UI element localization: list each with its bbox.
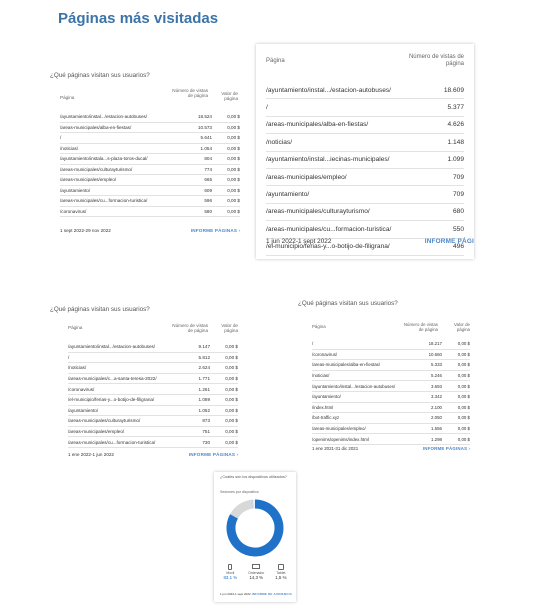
table-row[interactable] xyxy=(266,152,464,169)
col-header-value: Valor de página xyxy=(453,322,470,333)
device-pct: 83,1 % xyxy=(223,575,238,580)
table-row[interactable] xyxy=(312,413,470,424)
page-path[interactable]: /areas-municipales/alba-en-fiestas/ xyxy=(266,121,369,129)
page-value: 0,00 $ xyxy=(225,418,238,424)
page-path[interactable]: / xyxy=(312,341,314,347)
page-value: 0,00 $ xyxy=(457,394,470,400)
page-path[interactable]: /noticias/ xyxy=(60,145,79,151)
table-row[interactable] xyxy=(68,437,238,448)
page-path[interactable]: / xyxy=(266,104,268,112)
table-row[interactable] xyxy=(68,353,238,364)
card-question: ¿Cuáles son los dispositivos utilizados? xyxy=(220,475,287,479)
page-value: 0,00 $ xyxy=(227,208,240,214)
device-label: Tablet xyxy=(276,571,286,575)
page-value: 0,00 $ xyxy=(457,426,470,432)
col-header-page: Página xyxy=(68,325,83,330)
page-value: 0,00 $ xyxy=(227,156,240,162)
page-path[interactable]: /ayuntamiento/ xyxy=(68,407,99,413)
page-path[interactable]: /bot-traffic.xyz xyxy=(312,415,340,421)
card-question: ¿Qué páginas visitan sus usuarios? xyxy=(50,306,150,313)
page-views: 5.333 xyxy=(431,362,442,368)
table-row[interactable] xyxy=(312,403,470,414)
table-row[interactable] xyxy=(312,350,470,361)
page-views: 4.626 xyxy=(447,121,464,129)
table-row[interactable] xyxy=(60,175,240,186)
page-path[interactable]: / xyxy=(60,135,62,141)
card-footer xyxy=(68,452,238,457)
page-value: 0,00 $ xyxy=(227,145,240,151)
table-row[interactable] xyxy=(266,82,464,99)
page-views: 873 xyxy=(202,418,210,424)
table-row[interactable] xyxy=(312,371,470,382)
page-path[interactable]: /coronavirus/ xyxy=(60,208,87,214)
top-pages-card-1 xyxy=(50,68,246,258)
page-value: 0,00 $ xyxy=(227,114,240,120)
page-views: 5.812 xyxy=(198,354,210,360)
page-path[interactable]: /noticias/ xyxy=(312,373,330,379)
col-header-views: Número de vistas de página xyxy=(403,322,438,333)
page-views: 665 xyxy=(204,177,212,183)
page-path[interactable]: /areas-municipales/empleo/ xyxy=(266,173,347,181)
page-value: 0,00 $ xyxy=(457,351,470,357)
page-path[interactable]: /areas-municipales/empleo/ xyxy=(60,177,117,183)
page-path[interactable]: /ayuntamiento/ xyxy=(60,187,91,193)
page-value: 0,00 $ xyxy=(225,344,238,350)
page-views: 10.660 xyxy=(428,351,442,357)
device-label: Móvil xyxy=(226,571,235,575)
page-views: 18.609 xyxy=(443,86,464,94)
table-row[interactable] xyxy=(68,395,238,406)
card-footer xyxy=(312,446,470,451)
table-body xyxy=(312,339,470,445)
page-views: 5.377 xyxy=(447,104,464,112)
page-views: 3.342 xyxy=(431,394,442,400)
page-value: 0,00 $ xyxy=(227,135,240,141)
table-row[interactable] xyxy=(266,99,464,116)
device-pct: 14,3 % xyxy=(249,575,264,580)
page-views: 709 xyxy=(452,191,464,199)
page-views: 609 xyxy=(204,187,212,193)
page-views: 1.099 xyxy=(447,156,464,164)
page-views: 9.147 xyxy=(198,344,210,350)
card-subtitle: Sesiones por dispositivo xyxy=(220,490,259,494)
table-row[interactable] xyxy=(266,204,464,221)
report-link[interactable]: INFORME PÁGINAS xyxy=(422,446,468,451)
page-views: 580 xyxy=(204,208,212,214)
date-range-selector[interactable]: 1 jun 2022-1 sept 2022 xyxy=(220,592,251,596)
table-row[interactable] xyxy=(266,134,464,151)
page-path[interactable]: /areas-municipales/cu...formacion-turistica/ xyxy=(60,198,148,204)
card-footer xyxy=(266,238,474,245)
page-views: 2.624 xyxy=(198,365,210,371)
table-row[interactable] xyxy=(312,424,470,435)
page-views: 774 xyxy=(204,166,212,172)
top-pages-card-2 xyxy=(256,44,474,259)
page-value: 0,00 $ xyxy=(225,365,238,371)
device-legend xyxy=(218,564,292,580)
page-value: 0,00 $ xyxy=(457,362,470,368)
page-path[interactable]: /el-municipio/ferias-y...o-botijo-de-filigrana/ xyxy=(266,243,390,251)
page-value: 0,00 $ xyxy=(457,436,470,442)
table-row[interactable] xyxy=(68,406,238,417)
device-pct: 1,5 % xyxy=(275,575,287,580)
devices-card xyxy=(214,472,296,602)
page-path[interactable]: /areas-municipales/cu...formacion-turistica/ xyxy=(266,225,392,233)
page-value: 0,00 $ xyxy=(227,166,240,172)
page-value: 0,00 $ xyxy=(457,383,470,389)
page-value: 0,00 $ xyxy=(457,341,470,347)
page-value: 0,00 $ xyxy=(457,415,470,421)
page-views: 1.771 xyxy=(198,376,210,382)
table-row[interactable] xyxy=(312,360,470,371)
page-views: 804 xyxy=(204,156,212,162)
card-question: ¿Qué páginas visitan sus usuarios? xyxy=(50,72,150,79)
page-value: 0,00 $ xyxy=(227,177,240,183)
table-row[interactable] xyxy=(60,207,240,218)
table-row[interactable] xyxy=(60,196,240,207)
page-path[interactable]: /ayuntamiento/instala...s-plaza-toros-ducal/ xyxy=(60,156,148,162)
page-path[interactable]: /ayuntamiento/ xyxy=(266,191,310,199)
col-header-value: Valor de página xyxy=(221,323,238,334)
page-path[interactable]: /noticias/ xyxy=(266,138,293,146)
page-views: 751 xyxy=(202,429,210,435)
page-path[interactable]: /areas-municipales/empleo/ xyxy=(68,429,125,435)
col-header-page: Página xyxy=(60,95,75,100)
page-views: 1.148 xyxy=(447,138,464,146)
top-pages-card-4 xyxy=(298,296,476,466)
donut-slice xyxy=(234,504,251,516)
page-views: 550 xyxy=(452,225,464,233)
page-views: 18.524 xyxy=(197,114,212,120)
table-row[interactable] xyxy=(60,112,240,123)
page-value: 0,00 $ xyxy=(227,124,240,130)
desktop-icon xyxy=(252,564,260,569)
page-value: 0,00 $ xyxy=(225,354,238,360)
report-link[interactable]: INFORME DE AUDIENCIA xyxy=(251,592,292,596)
page-path[interactable]: /areas-municipales/alba-en-fiestas/ xyxy=(312,362,381,368)
table-row[interactable] xyxy=(312,392,470,403)
page-views: 1.298 xyxy=(431,436,442,442)
page-views: 730 xyxy=(202,439,210,445)
table-row[interactable] xyxy=(68,342,238,353)
page-path[interactable]: /ayuntamiento/instal...iecinas-municipales/ xyxy=(266,156,390,164)
page-value: 0,00 $ xyxy=(225,376,238,382)
page-value: 0,00 $ xyxy=(227,187,240,193)
page-views: 18.217 xyxy=(428,341,442,347)
page-views: 1.054 xyxy=(200,145,212,151)
col-header-views: Número de vistas de página xyxy=(408,54,464,67)
col-header-page: Página xyxy=(266,58,285,64)
page-path[interactable]: /areas-municipales/culturayturismo/ xyxy=(266,208,370,216)
table-row[interactable] xyxy=(60,154,240,165)
mobile-icon xyxy=(228,564,232,570)
table-row[interactable] xyxy=(60,144,240,155)
table-row[interactable] xyxy=(312,339,470,350)
table-row[interactable] xyxy=(312,434,470,445)
chevron-right-icon: › xyxy=(236,452,238,457)
page-path[interactable]: / xyxy=(68,354,70,360)
page-views: 596 xyxy=(204,198,212,204)
page-path[interactable]: /areas-municipales/culturayturismo/ xyxy=(60,166,133,172)
card-question: ¿Qué páginas visitan sus usuarios? xyxy=(298,300,398,307)
page-views: 709 xyxy=(452,173,464,181)
device-label: Ordenador xyxy=(248,571,265,575)
table-row[interactable] xyxy=(60,186,240,197)
page-path[interactable]: /areas-municipales/cu...formacion-turistica/ xyxy=(68,439,156,445)
device-desktop xyxy=(248,564,264,580)
table-row[interactable] xyxy=(68,384,238,395)
page-views: 3.693 xyxy=(431,383,442,389)
page-views: 2.050 xyxy=(431,415,442,421)
page-path[interactable]: /ayuntamiento/instal.../estacion-autobuses/ xyxy=(60,114,148,120)
page-value: 0,00 $ xyxy=(457,404,470,410)
page-path[interactable]: /index.html xyxy=(312,404,334,410)
page-path[interactable]: /areas-municipales/empleo/ xyxy=(312,426,366,432)
page-value: 0,00 $ xyxy=(225,386,238,392)
chevron-right-icon: › xyxy=(468,446,470,451)
page-path[interactable]: /ayuntamiento/instal.../estacion-autobuses/ xyxy=(312,383,396,389)
card-footer xyxy=(60,228,240,233)
table-row[interactable] xyxy=(266,186,464,203)
report-link[interactable]: INFORME PÁGINAS xyxy=(190,228,238,233)
page-views: 10.573 xyxy=(197,124,212,130)
report-link[interactable]: INFORME PÁGINAS xyxy=(188,452,236,457)
page-views: 1.089 xyxy=(198,397,210,403)
col-header-page: Página xyxy=(312,324,326,329)
page-path[interactable]: /noticias/ xyxy=(68,365,87,371)
table-row[interactable] xyxy=(60,123,240,134)
page-value: 0,00 $ xyxy=(227,198,240,204)
page-value: 0,00 $ xyxy=(225,407,238,413)
page-path[interactable]: /coronavirus/ xyxy=(68,386,95,392)
table-row[interactable] xyxy=(266,117,464,134)
date-range-selector[interactable]: 1 jun 2022-1 sept 2022 xyxy=(266,238,332,245)
page-path[interactable]: /areas-municipales/alba-en-fiestas/ xyxy=(60,124,132,130)
page-path[interactable]: /ayuntamiento/ xyxy=(312,394,341,400)
page-views: 5.246 xyxy=(431,373,442,379)
page-views: 680 xyxy=(452,208,464,216)
date-range-selector[interactable]: 1 ene 2021-31 dic 2021 xyxy=(312,446,359,451)
table-body xyxy=(68,342,238,448)
table-row[interactable] xyxy=(60,165,240,176)
report-link[interactable]: INFORME PÁGI xyxy=(424,238,474,245)
top-pages-card-3 xyxy=(50,302,246,467)
page-path[interactable]: /areas-municipales/c...a-santa-teresa-2022/ xyxy=(68,376,157,382)
page-value: 0,00 $ xyxy=(225,439,238,445)
col-header-views: Número de vistas de página xyxy=(172,323,208,334)
table-body xyxy=(60,112,240,217)
table-row[interactable] xyxy=(68,374,238,385)
devices-donut-chart xyxy=(225,498,285,558)
page-title: Páginas más visitadas xyxy=(58,10,219,27)
table-body xyxy=(266,82,464,256)
page-views: 1.556 xyxy=(431,426,442,432)
table-row[interactable] xyxy=(266,169,464,186)
page-path[interactable]: /el-municipio/ferias-y...o-botijo-de-filigrana/ xyxy=(68,397,155,403)
device-tablet xyxy=(275,564,286,580)
date-range-selector[interactable]: 1 ene 2022-1 jun 2022 xyxy=(68,452,114,457)
device-mobile xyxy=(223,564,237,580)
chevron-right-icon: › xyxy=(238,228,240,233)
page-views: 1.052 xyxy=(198,407,210,413)
page-views: 1.261 xyxy=(198,386,210,392)
col-header-value: Valor de página xyxy=(221,91,238,102)
page-value: 0,00 $ xyxy=(225,397,238,403)
table-row[interactable] xyxy=(68,363,238,374)
page-views: 2.100 xyxy=(431,404,442,410)
table-row[interactable] xyxy=(266,221,464,238)
page-path[interactable]: /areas-municipales/culturayturismo/ xyxy=(68,418,141,424)
tablet-icon xyxy=(278,564,284,570)
page-value: 0,00 $ xyxy=(225,429,238,435)
card-footer xyxy=(220,592,292,596)
page-views: 496 xyxy=(452,243,464,251)
table-row[interactable] xyxy=(68,427,238,438)
table-row[interactable] xyxy=(60,133,240,144)
col-header-views: Número de vistas de página xyxy=(172,88,208,99)
page-value: 0,00 $ xyxy=(457,373,470,379)
page-path[interactable]: /coronavirus/ xyxy=(312,351,338,357)
page-path[interactable]: /ayuntamiento/instal.../estacion-autobuses/ xyxy=(68,344,156,350)
page-path[interactable]: /ayuntamiento/instal.../estacion-autobuses/ xyxy=(266,86,391,94)
date-range-selector[interactable]: 1 sept 2022-29 nov 2022 xyxy=(60,228,111,233)
page-path[interactable]: /openims/openims/index.html xyxy=(312,436,369,442)
table-row[interactable] xyxy=(312,381,470,392)
table-row[interactable] xyxy=(68,416,238,427)
page-views: 5.641 xyxy=(200,135,212,141)
